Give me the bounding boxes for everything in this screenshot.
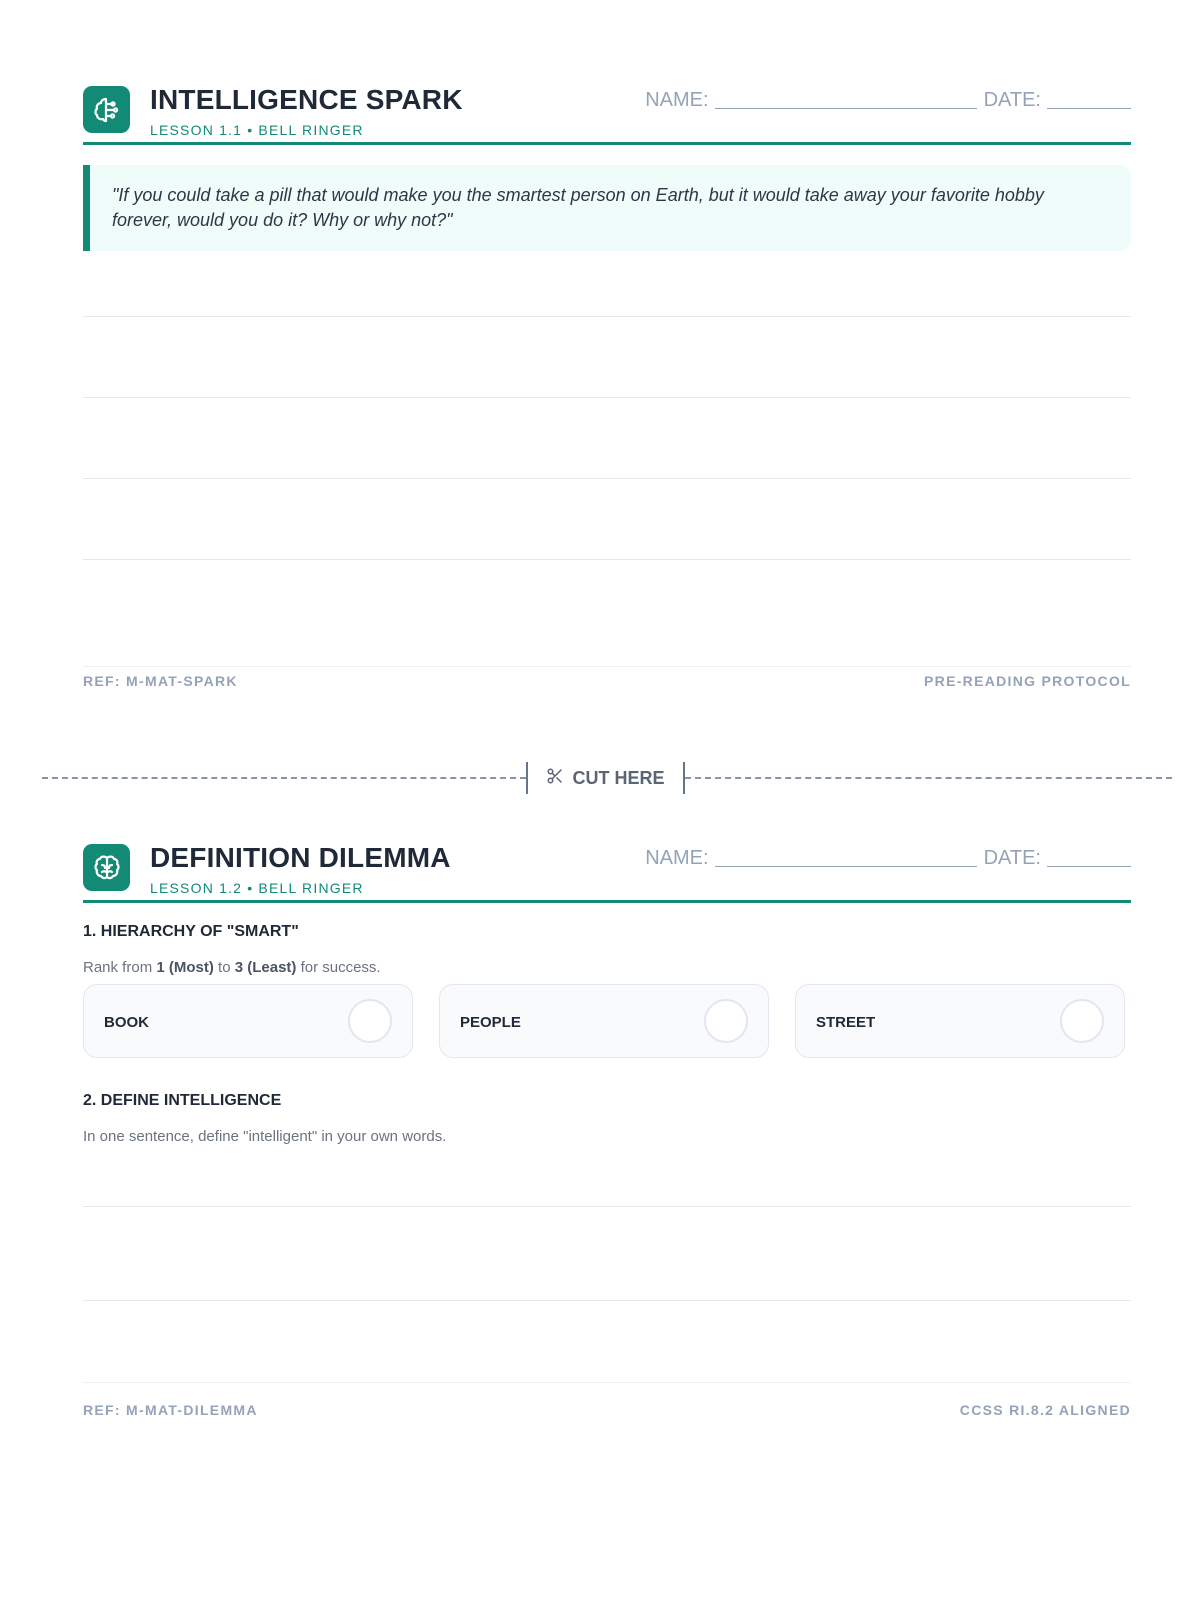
cut-here-text: CUT HERE	[572, 767, 665, 788]
name-date-fields	[645, 89, 1131, 112]
lesson-subtitle: LESSON 1.2 • BELL RINGER	[150, 880, 364, 896]
rank-input-circle[interactable]	[1060, 999, 1104, 1043]
writing-line	[83, 1206, 1131, 1207]
writing-line	[83, 316, 1131, 317]
rank-input-circle[interactable]	[704, 999, 748, 1043]
brain-icon	[83, 844, 130, 891]
instruction-text: for success.	[296, 959, 381, 976]
rank-option-book[interactable]	[83, 984, 413, 1058]
dilemma-body	[83, 903, 1131, 1523]
name-label: NAME:	[645, 89, 709, 111]
dilemma-header	[83, 830, 1131, 903]
instruction-text: Rank from	[83, 959, 157, 976]
lesson-subtitle: LESSON 1.1 • BELL RINGER	[150, 122, 364, 138]
writing-line	[83, 478, 1131, 479]
footer-ref: REF: M-MAT-SPARK	[83, 673, 238, 689]
footer-divider	[83, 666, 1131, 667]
instruction-least: 3 (Least)	[234, 959, 297, 976]
footer-standard: CCSS RI.8.2 ALIGNED	[959, 1402, 1131, 1418]
question-2-instruction: In one sentence, define "intelligent" in your own words.	[83, 1128, 447, 1145]
rank-options	[83, 984, 1131, 1060]
cut-here-label	[526, 762, 685, 794]
rank-option-label: STREET	[816, 1014, 876, 1031]
question-1-heading: 1. HIERARCHY OF "SMART"	[83, 923, 299, 940]
date-field[interactable]	[1047, 107, 1131, 109]
instruction-most: 1 (Most)	[156, 959, 214, 976]
rank-input-circle[interactable]	[348, 999, 392, 1043]
dilemma-card	[83, 830, 1131, 1523]
page-title: INTELLIGENCE SPARK	[150, 84, 463, 115]
prompt-quote: "If you could take a pill that would make you the smartest person on Earth, but it would take away your favorite hobby forever, would you do it? Why or why not?"	[83, 165, 1131, 251]
spark-card	[83, 72, 1131, 691]
footer-ref: REF: M-MAT-DILEMMA	[83, 1402, 258, 1418]
spark-footer	[83, 673, 1131, 693]
spark-header	[83, 72, 1131, 145]
scissors-icon	[546, 767, 564, 790]
rank-option-people[interactable]	[439, 984, 769, 1058]
rank-option-street[interactable]	[795, 984, 1125, 1058]
date-label: DATE:	[983, 847, 1041, 869]
writing-line	[83, 397, 1131, 398]
cut-dash-right	[685, 777, 1172, 779]
page-title: DEFINITION DILEMMA	[150, 842, 451, 873]
cut-dash-left	[42, 777, 526, 779]
rank-option-label: BOOK	[104, 1014, 149, 1031]
brain-icon	[83, 86, 130, 133]
name-field[interactable]	[715, 107, 977, 109]
name-field[interactable]	[715, 865, 977, 867]
name-date-fields	[645, 847, 1131, 870]
rank-option-label: PEOPLE	[460, 1014, 521, 1031]
instruction-text: to	[213, 959, 235, 976]
dilemma-footer	[83, 1402, 1131, 1422]
writing-line	[83, 1300, 1131, 1301]
footer-protocol: PRE-READING PROTOCOL	[924, 673, 1131, 689]
cut-line	[42, 762, 1172, 794]
writing-line	[83, 559, 1131, 560]
writing-area[interactable]	[83, 251, 1131, 671]
date-label: DATE:	[983, 89, 1041, 111]
footer-divider	[83, 1382, 1131, 1383]
writing-area[interactable]	[83, 1153, 1131, 1473]
question-2-heading: 2. DEFINE INTELLIGENCE	[83, 1092, 282, 1109]
date-field[interactable]	[1047, 865, 1131, 867]
name-label: NAME:	[645, 847, 709, 869]
question-1-instruction	[83, 959, 381, 976]
